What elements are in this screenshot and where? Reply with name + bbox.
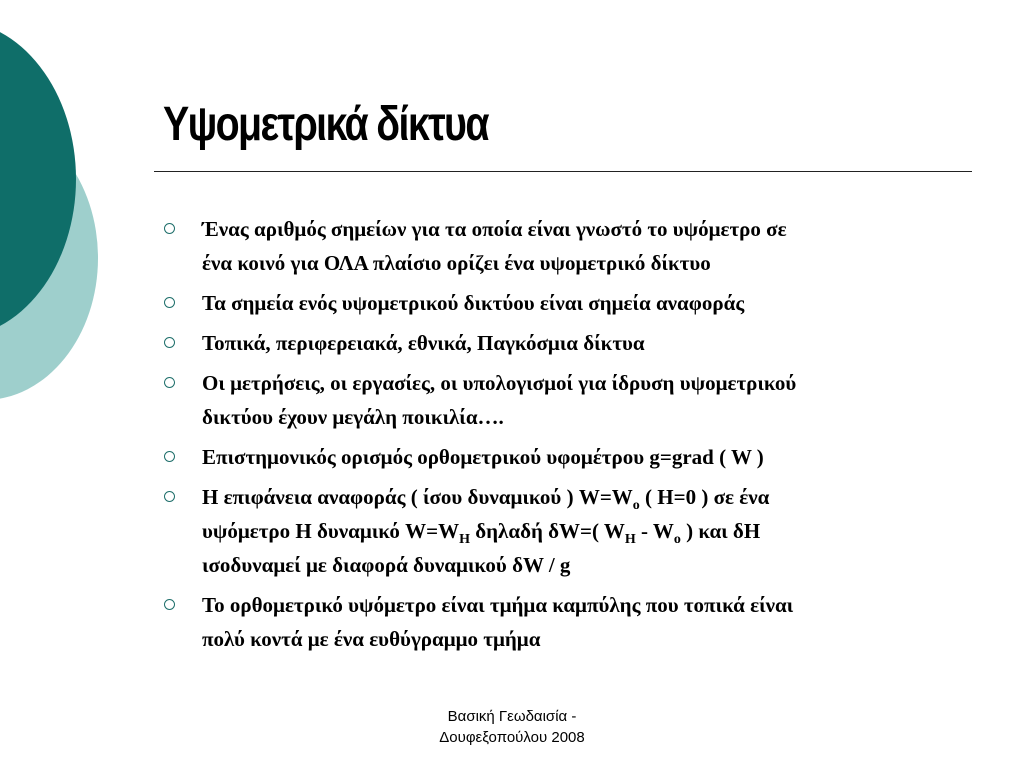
bullet-text: ( H=0 ) σε ένα — [639, 485, 770, 509]
bullet-icon — [164, 297, 175, 308]
bullet-item — [162, 480, 962, 582]
bullet-item — [162, 212, 962, 280]
bullet-icon — [164, 451, 175, 462]
slide-title: Υψομετρικά δίκτυα — [163, 98, 488, 151]
bullet-icon — [164, 491, 175, 502]
bullet-text-line: ένα κοινό για ΟΛΑ πλαίσιο ορίζει ένα υψομετρικό δίκτυο — [202, 251, 711, 275]
bullet-text: υψόμετρο Η δυναμικό W=W — [202, 519, 460, 543]
bullet-text: ) και δH — [680, 519, 761, 543]
bullet-icon — [164, 223, 175, 234]
subscript: H — [624, 532, 636, 548]
bullet-text-line: Το ορθομετρικό υψόμετρο είναι τμήμα καμπύλης που τοπικά είναι — [202, 593, 794, 617]
footer-line: Βασική Γεωδαισία - — [447, 708, 577, 725]
bullet-text-line: Επιστημονικός ορισμός ορθομετρικού υφομέτρου g=grad ( W ) — [202, 445, 764, 469]
bullet-icon — [164, 337, 175, 348]
bullet-item — [162, 440, 962, 474]
subscript: o — [673, 532, 681, 548]
bullet-icon — [164, 599, 175, 610]
bullet-text: δηλαδή δW=( W — [469, 519, 625, 543]
footer-line: Δουφεξοπούλου 2008 — [439, 729, 585, 746]
bullet-text-line: Τοπικά, περιφερειακά, εθνικά, Παγκόσμια δίκτυα — [202, 331, 645, 355]
bullet-item — [162, 286, 962, 320]
bullet-text-line: πολύ κοντά με ένα ευθύγραμμο τμήμα — [202, 627, 541, 651]
bullet-text: Η επιφάνεια αναφοράς ( ίσου δυναμικού ) W=W — [202, 485, 633, 509]
bullet-text: - W — [635, 519, 674, 543]
subscript: H — [459, 532, 470, 548]
title-divider — [154, 171, 972, 172]
bullet-item — [162, 588, 962, 656]
bullet-item — [162, 366, 962, 434]
bullet-text-line: Τα σημεία ενός υψομετρικού δικτύου είναι σημεία αναφοράς — [202, 291, 745, 315]
bullet-list — [162, 212, 962, 662]
bullet-icon — [164, 377, 175, 388]
bullet-text-line: Ένας αριθμός σημείων για τα οποία είναι γνωστό το υψόμετρο σε — [202, 217, 787, 241]
bullet-text-line: δικτύου έχουν μεγάλη ποικιλία…. — [202, 405, 504, 429]
bullet-text: ισοδυναμεί με διαφορά δυναμικού δW / g — [202, 553, 571, 577]
bullet-text-line: Οι μετρήσεις, οι εργασίες, οι υπολογισμοί για ίδρυση υψομετρικού — [202, 371, 797, 395]
bullet-item — [162, 326, 962, 360]
slide-footer — [362, 706, 662, 748]
subscript: o — [632, 498, 640, 514]
